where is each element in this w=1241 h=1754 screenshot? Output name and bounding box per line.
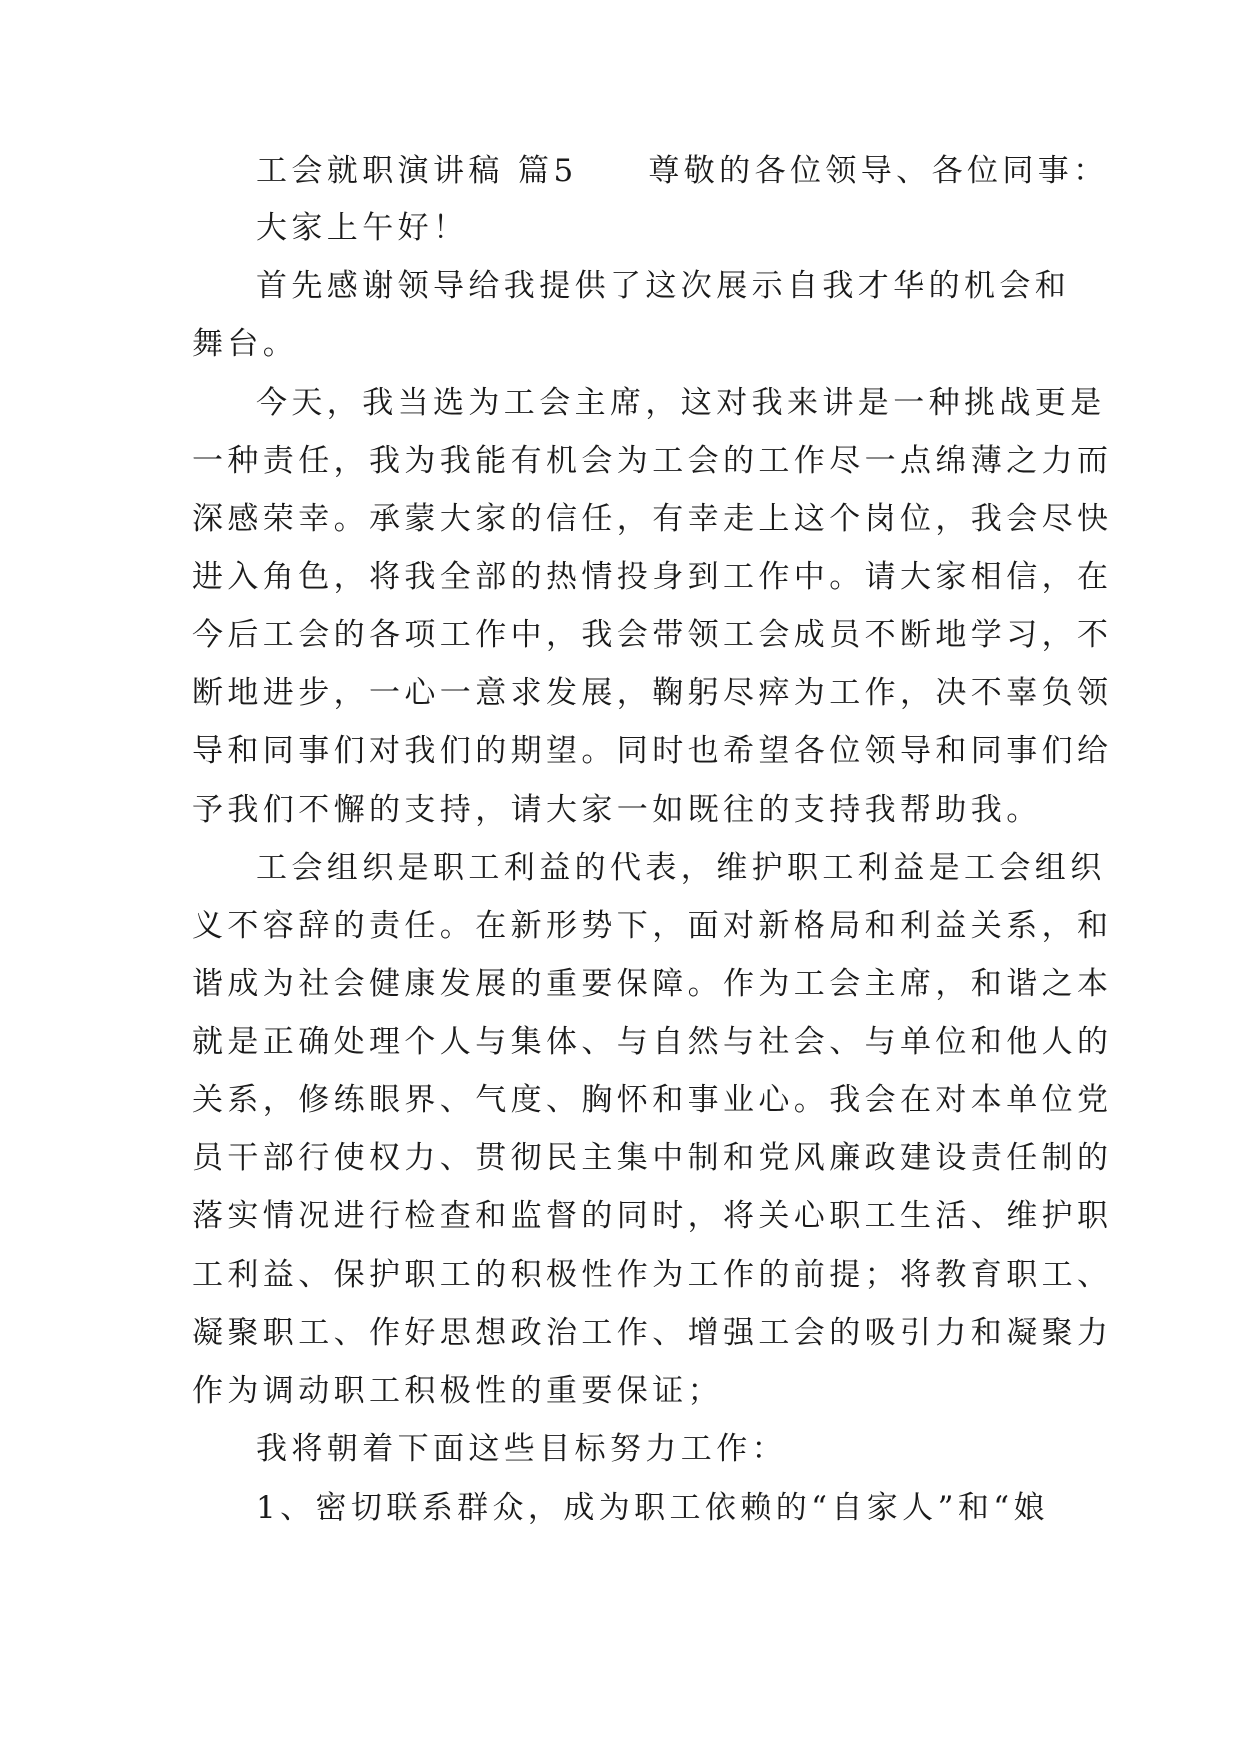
paragraph-line: 今天，我当选为工会主席，这对我来讲是一种挑战更是 (256, 385, 1106, 421)
paragraph-line: 工利益、保护职工的积极性作为工作的前提；将教育职工、 (192, 1257, 1113, 1293)
paragraph-line: 我将朝着下面这些目标努力工作： (256, 1431, 787, 1467)
paragraph-line: 进入角色，将我全部的热情投身到工作中。请大家相信，在 (192, 559, 1113, 595)
paragraph-line: 1、密切联系群众，成为职工依赖的“自家人”和“娘 (256, 1490, 1049, 1526)
paragraph-line: 就是正确处理个人与集体、与自然与社会、与单位和他人的 (192, 1024, 1113, 1060)
paragraph-line: 作为调动职工积极性的重要保证； (192, 1373, 723, 1409)
paragraph-line: 导和同事们对我们的期望。同时也希望各位领导和同事们给 (192, 733, 1113, 769)
paragraph-line: 员干部行使权力、贯彻民主集中制和党风廉政建设责任制的 (192, 1140, 1113, 1176)
paragraph-line: 落实情况进行检查和监督的同时，将关心职工生活、维护职 (192, 1198, 1113, 1234)
paragraph-line: 今后工会的各项工作中，我会带领工会成员不断地学习，不 (192, 617, 1113, 653)
heading-line: 工会就职演讲稿 篇5 尊敬的各位领导、各位同事： (256, 153, 1109, 189)
paragraph-line: 首先感谢领导给我提供了这次展示自我才华的机会和 (256, 268, 1071, 304)
paragraph-line: 予我们不懈的支持，请大家一如既往的支持我帮助我。 (192, 792, 1042, 828)
paragraph-line: 一种责任，我为我能有机会为工会的工作尽一点绵薄之力而 (192, 443, 1113, 479)
paragraph-line: 谐成为社会健康发展的重要保障。作为工会主席，和谐之本 (192, 966, 1113, 1002)
paragraph-line: 义不容辞的责任。在新形势下，面对新格局和利益关系，和 (192, 908, 1113, 944)
paragraph-line: 凝聚职工、作好思想政治工作、增强工会的吸引力和凝聚力 (192, 1315, 1113, 1351)
paragraph-line: 大家上午好！ (256, 210, 469, 246)
paragraph-line: 深感荣幸。承蒙大家的信任，有幸走上这个岗位，我会尽快 (192, 501, 1113, 537)
paragraph-line: 舞台。 (192, 326, 299, 362)
paragraph-line: 关系，修练眼界、气度、胸怀和事业心。我会在对本单位党 (192, 1082, 1113, 1118)
paragraph-line: 工会组织是职工利益的代表，维护职工利益是工会组织 (256, 850, 1106, 886)
paragraph-line: 断地进步，一心一意求发展，鞠躬尽瘁为工作，决不辜负领 (192, 675, 1113, 711)
